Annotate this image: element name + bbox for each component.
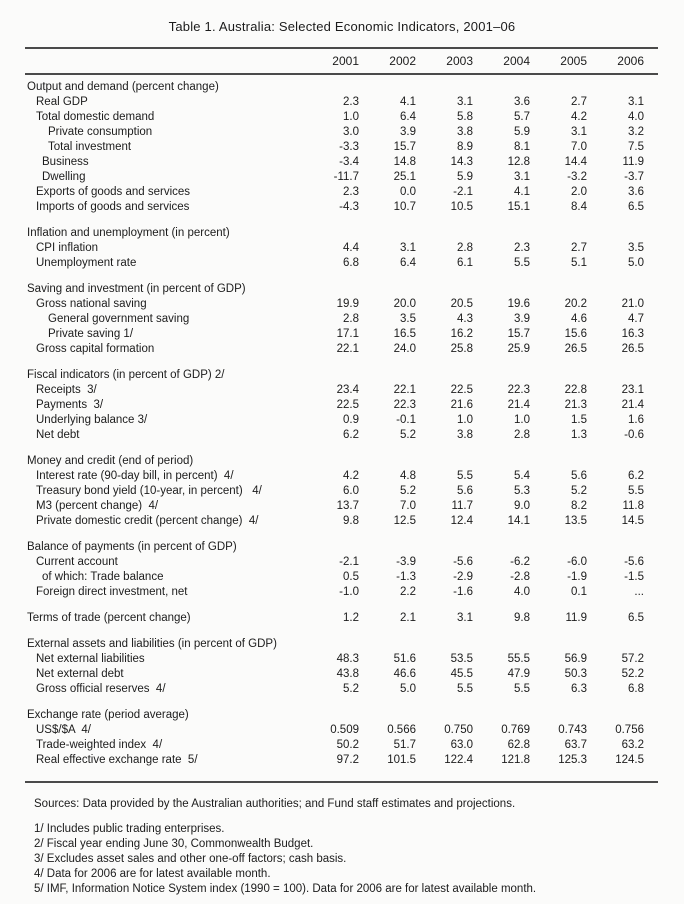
row-label: Imports of goods and services — [36, 201, 190, 213]
value-cell: 11.8 — [622, 500, 644, 512]
value-cell: 124.5 — [615, 754, 644, 766]
table-row — [25, 256, 658, 271]
value-cell: 5.4 — [514, 470, 530, 482]
value-cell: 43.8 — [336, 668, 359, 680]
table-body — [25, 75, 658, 768]
row-label: Gross official reserves 4/ — [36, 683, 166, 695]
row-label: Interest rate (90-day bill, in percent) 4/ — [36, 470, 234, 482]
value-cell: 3.1 — [514, 171, 530, 183]
value-cell: -1.9 — [567, 571, 587, 583]
value-cell: 5.1 — [571, 257, 587, 269]
value-cell: 0.509 — [330, 724, 359, 736]
table-row — [25, 484, 658, 499]
value-cell: 6.8 — [628, 683, 644, 695]
section-heading: External assets and liabilities (in percent of GDP) — [27, 638, 277, 650]
table-section — [25, 226, 658, 271]
value-cell: 19.6 — [507, 298, 530, 310]
table-row — [25, 155, 658, 170]
value-cell: 16.2 — [450, 328, 473, 340]
value-cell: -2.9 — [453, 571, 473, 583]
row-label: Net debt — [36, 429, 80, 441]
section-heading-row — [25, 80, 658, 95]
value-cell: -6.0 — [567, 556, 587, 568]
value-cell: 5.2 — [400, 485, 416, 497]
value-cell: 3.5 — [628, 242, 644, 254]
value-cell: 7.5 — [628, 141, 644, 153]
value-cell: 4.7 — [628, 313, 644, 325]
value-cell: 0.743 — [558, 724, 587, 736]
value-cell: 3.1 — [400, 242, 416, 254]
row-label: Dwelling — [42, 171, 86, 183]
table-row — [25, 723, 658, 738]
table-row — [25, 555, 658, 570]
section-heading: Fiscal indicators (in percent of GDP) 2/ — [27, 369, 225, 381]
value-cell: 122.4 — [444, 754, 473, 766]
section-heading-row — [25, 637, 658, 652]
row-label: Real effective exchange rate 5/ — [36, 754, 198, 766]
table-section — [25, 282, 658, 357]
row-label: General government saving — [48, 313, 190, 325]
footnotes-list — [25, 822, 658, 897]
row-label: Payments 3/ — [36, 399, 104, 411]
value-cell: 1.0 — [514, 414, 530, 426]
value-cell: 11.9 — [565, 612, 587, 624]
table-row — [25, 342, 658, 357]
value-cell: 3.8 — [457, 126, 473, 138]
value-cell: 21.3 — [564, 399, 587, 411]
value-cell: 1.2 — [343, 612, 359, 624]
value-cell: -1.0 — [339, 586, 359, 598]
table-row — [25, 95, 658, 110]
value-cell: -2.1 — [339, 556, 359, 568]
value-cell: 15.7 — [393, 141, 416, 153]
value-cell: 1.0 — [343, 111, 359, 123]
footnote: 4/ Data for 2006 are for latest available month. — [34, 868, 271, 880]
value-cell: -5.6 — [624, 556, 644, 568]
value-cell: 22.5 — [336, 399, 359, 411]
value-cell: 48.3 — [336, 653, 359, 665]
value-cell: 5.0 — [400, 683, 416, 695]
value-cell: 21.4 — [507, 399, 530, 411]
row-label: Underlying balance 3/ — [36, 414, 148, 426]
value-cell: 8.9 — [457, 141, 473, 153]
value-cell: 21.0 — [621, 298, 644, 310]
value-cell: 22.8 — [564, 384, 587, 396]
value-cell: 5.6 — [571, 470, 587, 482]
value-cell: 3.1 — [571, 126, 587, 138]
footnote: 1/ Includes public trading enterprises. — [34, 823, 225, 835]
value-cell: 3.8 — [457, 429, 473, 441]
row-label: Foreign direct investment, net — [36, 586, 188, 598]
year-column-header: 2006 — [617, 53, 644, 68]
value-cell: 5.8 — [457, 111, 473, 123]
value-cell: -3.7 — [624, 171, 644, 183]
table-row — [25, 241, 658, 256]
value-cell: -6.2 — [510, 556, 530, 568]
section-heading: Output and demand (percent change) — [27, 81, 219, 93]
value-cell: 7.0 — [400, 500, 416, 512]
value-cell: 5.6 — [457, 485, 473, 497]
value-cell: 16.3 — [621, 328, 644, 340]
value-cell: 5.7 — [514, 111, 530, 123]
value-cell: 20.5 — [450, 298, 473, 310]
value-cell: 10.5 — [450, 201, 473, 213]
value-cell: -1.5 — [624, 571, 644, 583]
value-cell: 22.3 — [507, 384, 530, 396]
table-row — [25, 327, 658, 342]
value-cell: 5.2 — [571, 485, 587, 497]
table-row — [25, 753, 658, 768]
section-heading-row — [25, 540, 658, 555]
year-column-header: 2005 — [560, 53, 587, 68]
value-cell: 7.0 — [571, 141, 587, 153]
value-cell: 51.7 — [393, 739, 416, 751]
value-cell: 50.2 — [336, 739, 359, 751]
value-cell: 4.2 — [343, 470, 359, 482]
value-cell: 50.3 — [564, 668, 587, 680]
value-cell: 26.5 — [621, 343, 644, 355]
value-cell: 4.0 — [628, 111, 644, 123]
value-cell: -5.6 — [453, 556, 473, 568]
row-label: Private domestic credit (percent change) 4/ — [36, 515, 259, 527]
table-row — [25, 413, 658, 428]
year-column-header: 2001 — [332, 53, 359, 68]
value-cell: 4.8 — [400, 470, 416, 482]
value-cell: 53.5 — [450, 653, 473, 665]
value-cell: 22.5 — [450, 384, 473, 396]
value-cell: 21.6 — [450, 399, 473, 411]
row-label: Trade-weighted index 4/ — [36, 739, 163, 751]
section-heading: Money and credit (end of period) — [27, 455, 194, 467]
table-row — [25, 200, 658, 215]
value-cell: 2.1 — [400, 612, 416, 624]
table-row — [25, 682, 658, 697]
table-row — [25, 110, 658, 125]
table-row — [25, 514, 658, 529]
value-cell: 25.8 — [450, 343, 473, 355]
row-label: Net external debt — [36, 668, 124, 680]
table-row — [25, 398, 658, 413]
value-cell: 6.2 — [628, 470, 644, 482]
value-cell: 22.1 — [336, 343, 359, 355]
table-section — [25, 611, 658, 626]
value-cell: 3.9 — [400, 126, 416, 138]
value-cell: 5.2 — [343, 683, 359, 695]
value-cell: 25.1 — [393, 171, 416, 183]
value-cell: 3.6 — [628, 186, 644, 198]
value-cell: 13.7 — [336, 500, 359, 512]
value-cell: 63.7 — [564, 739, 587, 751]
value-cell: -3.2 — [567, 171, 587, 183]
value-cell: 9.8 — [514, 612, 530, 624]
section-heading-row — [25, 368, 658, 383]
value-cell: 8.4 — [571, 201, 587, 213]
row-label: Total domestic demand — [36, 111, 155, 123]
table-section — [25, 540, 658, 600]
year-column-header: 2003 — [446, 53, 473, 68]
value-cell: 1.5 — [571, 414, 587, 426]
row-label: Gross capital formation — [36, 343, 155, 355]
value-cell: 22.1 — [393, 384, 416, 396]
value-cell: 3.1 — [457, 96, 473, 108]
value-cell: 5.2 — [400, 429, 416, 441]
section-heading: Saving and investment (in percent of GDP) — [27, 283, 246, 295]
value-cell: 2.7 — [571, 242, 587, 254]
row-label: Total investment — [48, 141, 132, 153]
value-cell: -1.3 — [396, 571, 416, 583]
value-cell: 5.5 — [628, 485, 644, 497]
value-cell: 0.756 — [615, 724, 644, 736]
value-cell: 0.750 — [444, 724, 473, 736]
value-cell: -2.8 — [510, 571, 530, 583]
value-cell: 3.2 — [628, 126, 644, 138]
table-row — [25, 428, 658, 443]
value-cell: -0.6 — [624, 429, 644, 441]
value-cell: 11.7 — [451, 500, 473, 512]
table-row — [25, 585, 658, 600]
value-cell: 4.4 — [343, 242, 359, 254]
value-cell: 2.3 — [343, 186, 359, 198]
section-heading: Exchange rate (period average) — [27, 709, 189, 721]
value-cell: 51.6 — [393, 653, 416, 665]
table-row — [25, 570, 658, 585]
value-cell: 15.7 — [507, 328, 530, 340]
value-cell: 22.3 — [393, 399, 416, 411]
value-cell: 125.3 — [558, 754, 587, 766]
value-cell: 6.0 — [343, 485, 359, 497]
value-cell: 46.6 — [393, 668, 416, 680]
value-cell: 5.5 — [514, 683, 530, 695]
horizontal-rule-bottom — [25, 781, 658, 783]
value-cell: 63.2 — [621, 739, 644, 751]
table-section — [25, 80, 658, 215]
row-label: Business — [42, 156, 89, 168]
value-cell: 25.9 — [507, 343, 530, 355]
row-label: Real GDP — [36, 96, 88, 108]
value-cell: 23.4 — [336, 384, 359, 396]
value-cell: 45.5 — [450, 668, 473, 680]
table-section — [25, 454, 658, 529]
value-cell: 6.8 — [343, 257, 359, 269]
value-cell: 4.1 — [400, 96, 416, 108]
value-cell: 0.9 — [343, 414, 359, 426]
value-cell: 8.2 — [571, 500, 587, 512]
value-cell: 0.1 — [571, 586, 587, 598]
value-cell: 6.2 — [343, 429, 359, 441]
value-cell: ... — [634, 586, 644, 598]
value-cell: 20.2 — [564, 298, 587, 310]
table-row — [25, 611, 658, 626]
value-cell: 6.5 — [628, 612, 644, 624]
value-cell: 20.0 — [393, 298, 416, 310]
value-cell: 0.0 — [400, 186, 416, 198]
row-label: Gross national saving — [36, 298, 147, 310]
table-area — [0, 47, 684, 897]
value-cell: 14.3 — [450, 156, 473, 168]
year-header-row — [25, 49, 658, 73]
value-cell: 14.8 — [393, 156, 416, 168]
footnote: 3/ Excludes asset sales and other one-off factors; cash basis. — [34, 853, 347, 865]
value-cell: 6.4 — [400, 111, 416, 123]
value-cell: 57.2 — [621, 653, 644, 665]
row-label: Treasury bond yield (10-year, in percent) 4/ — [36, 485, 262, 497]
row-label: CPI inflation — [36, 242, 99, 254]
value-cell: 14.5 — [621, 515, 644, 527]
table-row — [25, 312, 658, 327]
value-cell: -3.4 — [339, 156, 359, 168]
table-row — [25, 125, 658, 140]
value-cell: 12.8 — [507, 156, 530, 168]
table-row — [25, 652, 658, 667]
row-label: Private consumption — [48, 126, 153, 138]
year-column-header: 2004 — [503, 53, 530, 68]
value-cell: 1.0 — [457, 414, 473, 426]
section-heading: Balance of payments (in percent of GDP) — [27, 541, 237, 553]
value-cell: 62.8 — [507, 739, 530, 751]
table-row — [25, 667, 658, 682]
value-cell: 0.769 — [501, 724, 530, 736]
value-cell: 12.4 — [450, 515, 473, 527]
table-row — [25, 297, 658, 312]
value-cell: 6.3 — [571, 683, 587, 695]
row-label: Current account — [36, 556, 118, 568]
value-cell: 10.7 — [393, 201, 416, 213]
row-label: of which: Trade balance — [42, 571, 164, 583]
value-cell: 5.5 — [457, 470, 473, 482]
value-cell: 101.5 — [387, 754, 416, 766]
value-cell: 24.0 — [393, 343, 416, 355]
value-cell: 0.566 — [387, 724, 416, 736]
value-cell: 9.8 — [343, 515, 359, 527]
value-cell: 47.9 — [507, 668, 530, 680]
value-cell: 15.6 — [564, 328, 587, 340]
table-row — [25, 383, 658, 398]
value-cell: 5.3 — [514, 485, 530, 497]
value-cell: 15.1 — [507, 201, 530, 213]
value-cell: 4.1 — [514, 186, 530, 198]
value-cell: 97.2 — [336, 754, 359, 766]
value-cell: 0.5 — [343, 571, 359, 583]
value-cell: 4.2 — [571, 111, 587, 123]
value-cell: 14.1 — [507, 515, 530, 527]
value-cell: 12.5 — [393, 515, 416, 527]
section-heading-row — [25, 708, 658, 723]
value-cell: 2.3 — [343, 96, 359, 108]
table-row — [25, 738, 658, 753]
value-cell: 5.9 — [514, 126, 530, 138]
value-cell: 6.4 — [400, 257, 416, 269]
value-cell: 5.9 — [457, 171, 473, 183]
footnote: 2/ Fiscal year ending June 30, Commonwealth Budget. — [34, 838, 314, 850]
value-cell: 9.0 — [514, 500, 530, 512]
value-cell: 3.1 — [628, 96, 644, 108]
value-cell: 2.7 — [571, 96, 587, 108]
value-cell: -2.1 — [453, 186, 473, 198]
row-label: Exports of goods and services — [36, 186, 191, 198]
value-cell: 5.5 — [457, 683, 473, 695]
value-cell: 3.1 — [457, 612, 473, 624]
table-row — [25, 185, 658, 200]
table-section — [25, 368, 658, 443]
value-cell: 17.1 — [336, 328, 359, 340]
value-cell: 14.4 — [564, 156, 587, 168]
value-cell: -1.6 — [453, 586, 473, 598]
row-label: Net external liabilities — [36, 653, 145, 665]
table-title: Table 1. Australia: Selected Economic Indicators, 2001–06 — [168, 19, 516, 34]
value-cell: 5.5 — [514, 257, 530, 269]
value-cell: 19.9 — [336, 298, 359, 310]
value-cell: 16.5 — [393, 328, 416, 340]
table-section — [25, 708, 658, 768]
value-cell: 63.0 — [450, 739, 473, 751]
value-cell: 3.6 — [514, 96, 530, 108]
value-cell: -11.7 — [333, 171, 359, 183]
row-label: Terms of trade (percent change) — [27, 612, 191, 624]
row-label: Private saving 1/ — [48, 328, 134, 340]
value-cell: 21.4 — [621, 399, 644, 411]
table-row — [25, 469, 658, 484]
table-section — [25, 637, 658, 697]
value-cell: 4.6 — [571, 313, 587, 325]
value-cell: 121.8 — [501, 754, 530, 766]
section-heading: Inflation and unemployment (in percent) — [27, 227, 230, 239]
row-label: Receipts 3/ — [36, 384, 97, 396]
row-label: US$/$A 4/ — [36, 724, 91, 736]
section-heading-row — [25, 282, 658, 297]
year-column-header: 2002 — [389, 53, 416, 68]
value-cell: 55.5 — [507, 653, 530, 665]
value-cell: 2.8 — [457, 242, 473, 254]
value-cell: -3.3 — [339, 141, 359, 153]
value-cell: 23.1 — [621, 384, 644, 396]
section-heading-row — [25, 226, 658, 241]
value-cell: 2.2 — [400, 586, 416, 598]
value-cell: -3.9 — [396, 556, 416, 568]
value-cell: 4.0 — [514, 586, 530, 598]
value-cell: 13.5 — [564, 515, 587, 527]
value-cell: 2.8 — [343, 313, 359, 325]
row-label: M3 (percent change) 4/ — [36, 500, 159, 512]
value-cell: 6.5 — [628, 201, 644, 213]
value-cell: 3.9 — [514, 313, 530, 325]
value-cell: 56.9 — [564, 653, 587, 665]
value-cell: -4.3 — [339, 201, 359, 213]
value-cell: 8.1 — [514, 141, 530, 153]
value-cell: 4.3 — [457, 313, 473, 325]
sources-note: Sources: Data provided by the Australian authorities; and Fund staff estimates and projections. — [34, 798, 516, 810]
value-cell: 2.3 — [514, 242, 530, 254]
value-cell: 3.0 — [343, 126, 359, 138]
value-cell: 52.2 — [621, 668, 644, 680]
value-cell: 5.0 — [628, 257, 644, 269]
value-cell: 3.5 — [400, 313, 416, 325]
footnote: 5/ IMF, Information Notice System index (1990 = 100). Data for 2006 are for latest available month. — [34, 883, 537, 895]
value-cell: 1.6 — [628, 414, 644, 426]
value-cell: 1.3 — [571, 429, 587, 441]
value-cell: 11.9 — [622, 156, 644, 168]
table-row — [25, 499, 658, 514]
row-label: Unemployment rate — [36, 257, 137, 269]
table-row — [25, 170, 658, 185]
section-heading-row — [25, 454, 658, 469]
value-cell: 26.5 — [564, 343, 587, 355]
table-row — [25, 140, 658, 155]
value-cell: -0.1 — [396, 414, 416, 426]
value-cell: 2.0 — [571, 186, 587, 198]
value-cell: 6.1 — [457, 257, 473, 269]
value-cell: 2.8 — [514, 429, 530, 441]
